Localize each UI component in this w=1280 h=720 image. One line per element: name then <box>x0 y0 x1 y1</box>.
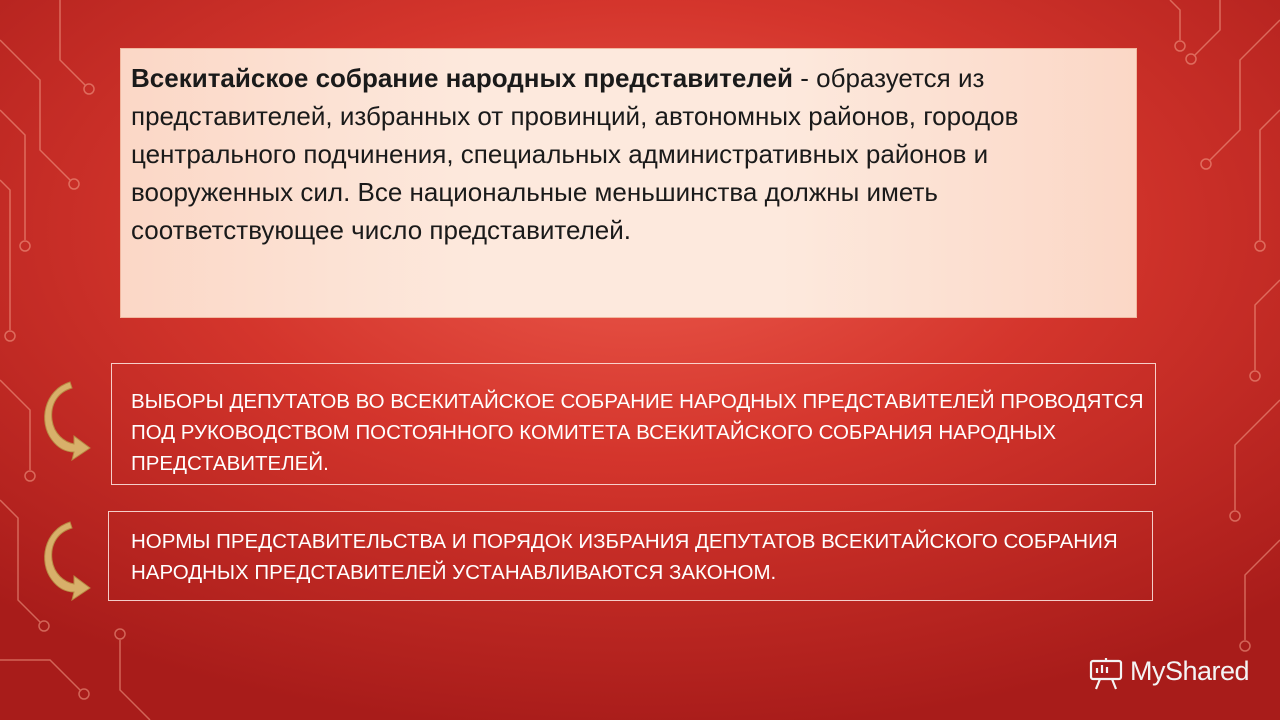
curved-arrow-icon <box>30 378 94 462</box>
presentation-board-icon <box>1088 656 1124 692</box>
norms-text: НОРМЫ ПРЕДСТАВИТЕЛЬСТВА И ПОРЯДОК ИЗБРАНИЯ ДЕПУТАТОВ ВСЕКИТАЙСКОГО СОБРАНИЯ НАРОДНЫХ ПРЕДСТАВИТЕЛЕЙ УСТАНАВЛИВАЮТСЯ ЗАКОНОМ. <box>131 530 1118 584</box>
watermark <box>1088 654 1268 696</box>
watermark-text: MyShared <box>1130 656 1250 686</box>
curved-arrow-icon <box>30 518 94 602</box>
definition-box <box>120 48 1137 318</box>
definition-dash: - <box>793 63 817 93</box>
norms-box <box>108 511 1153 601</box>
elections-text: ВЫБОРЫ ДЕПУТАТОВ ВО ВСЕКИТАЙСКОЕ СОБРАНИЕ НАРОДНЫХ ПРЕДСТАВИТЕЛЕЙ ПРОВОДЯТСЯ ПОД РУКОВОДСТВОМ ПОСТОЯННОГО КОМИТЕТА ВСЕКИТАЙСКОГО СОБРАНИЯ НАРОДНЫХ ПРЕДСТАВИТЕЛЕЙ. <box>131 390 1144 475</box>
elections-box <box>111 363 1156 485</box>
definition-body: образуется из представителей, избранных от провинций, автономных районов, городов центрального подчинения, специальных административных районов и вооруженных сил. Все национальные меньшинства должны иметь соответствующее число представителей. <box>131 63 1019 245</box>
definition-title: Всекитайское собрание народных представителей <box>131 63 793 93</box>
